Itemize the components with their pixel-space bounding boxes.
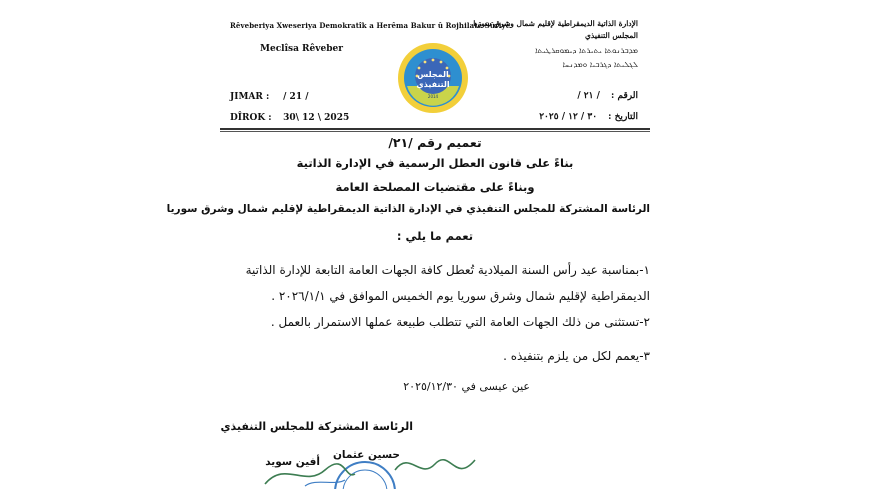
signature-scribble-3: [305, 480, 345, 486]
item-1-line-a: ١-بمناسبة عيد رأس السنة الميلادية تُعطل كافة الجهات العامة التابعة للإدارة الذاتية: [245, 263, 650, 277]
signature-name-2: حسين عثمان: [332, 449, 400, 461]
header-syriac-2: ܠܓܠܝܬܐ ܕܓܪܒܝܐ ܘܡܕܢܚܐ: [562, 60, 638, 69]
number-label-arabic: الرقم :: [611, 91, 638, 101]
header-syriac-1: ܡܕܒܪܢܘܬܐ ܝܬܝܪܬܐ ܕܝܡܘܩܪܛܝܬܐ: [535, 46, 638, 55]
circular-line-3-wrap: [166, 203, 650, 215]
date-value-arabic: ٣٠ / ١٢ / ٢٠٢٥: [539, 112, 598, 122]
date-row-arabic: [539, 112, 638, 122]
header-org-arabic: الإدارة الذاتية الديمقراطية لإقليم شمال وشرق سوريا: [473, 19, 638, 28]
header-right: [438, 19, 638, 122]
stamp-inner-ring: [343, 470, 387, 489]
item-1-line-b: الديمقراطية لإقليم شمال وشرق سوريا يوم الخميس الموافق في ٢٠٢٦/١/١ .: [271, 289, 650, 303]
circular-line-1-wrap: [220, 156, 650, 170]
number-row-kurdish: [230, 92, 309, 102]
date-row-kurdish: [230, 113, 349, 123]
circular-line-1: بناءً على قانون العطل الرسمية في الإدارة الذاتية: [296, 156, 574, 170]
date-value-kurdish: 30\ 12 \ 2025: [283, 113, 350, 123]
logo-text-2: التنفيذي: [416, 80, 450, 89]
date-label-kurdish: DÎROK :: [230, 113, 272, 123]
signature-title: الرئاسة المشتركة للمجلس التنفيذي: [220, 420, 413, 433]
signature-name-1: أفين سويد: [265, 456, 320, 468]
header-divider: [220, 128, 650, 130]
place-date: عين عيسى في ٢٠٢٥/١٢/٣٠: [403, 380, 530, 393]
circular-line-2: وبناءً على مقتضيات المصلحة العامة: [335, 180, 535, 194]
circular-line-4-wrap: [220, 229, 650, 243]
item-3: ٣-يعمم لكل من يلزم بتنفيذه .: [503, 349, 650, 363]
header-council-arabic: المجلس التنفيذي: [585, 31, 638, 40]
number-value-kurdish: / 21 /: [283, 92, 309, 102]
number-label-kurdish: JIMAR :: [230, 92, 270, 102]
signature-scribble-2: [395, 460, 475, 470]
circular-line-3: الرئاسة المشتركة للمجلس التنفيذي في الإدارة الذاتية الديمقراطية لإقليم شمال وشرق سوريا: [166, 203, 650, 215]
header-org-kurdish: Rêveberiya Xweseriya Demokratîk a Herêma Bakur û Rojhilatê Sûriyê: [230, 21, 511, 30]
date-label-arabic: التاريخ :: [608, 112, 638, 122]
circular-heading: [220, 135, 650, 150]
circular-line-2-wrap: [220, 180, 650, 194]
logo-text-1: المجلس: [417, 70, 449, 79]
circular-line-4: تعمم ما يلي :: [396, 229, 474, 243]
number-row-arabic: [577, 91, 638, 101]
header-divider-thin: [220, 131, 650, 132]
circular-title: تعميم رقم /٢١/: [388, 135, 482, 150]
item-2: ٢-تستثنى من ذلك الجهات العامة التي تتطلب طبيعة عملها الاستمرار بالعمل .: [270, 315, 650, 329]
stamp-and-signatures: [245, 440, 485, 489]
number-value-arabic: / ٢١ /: [577, 91, 600, 101]
logo-year: 2014: [427, 94, 439, 99]
header-council-kurdish: Meclîsa Rêveber: [260, 44, 343, 54]
